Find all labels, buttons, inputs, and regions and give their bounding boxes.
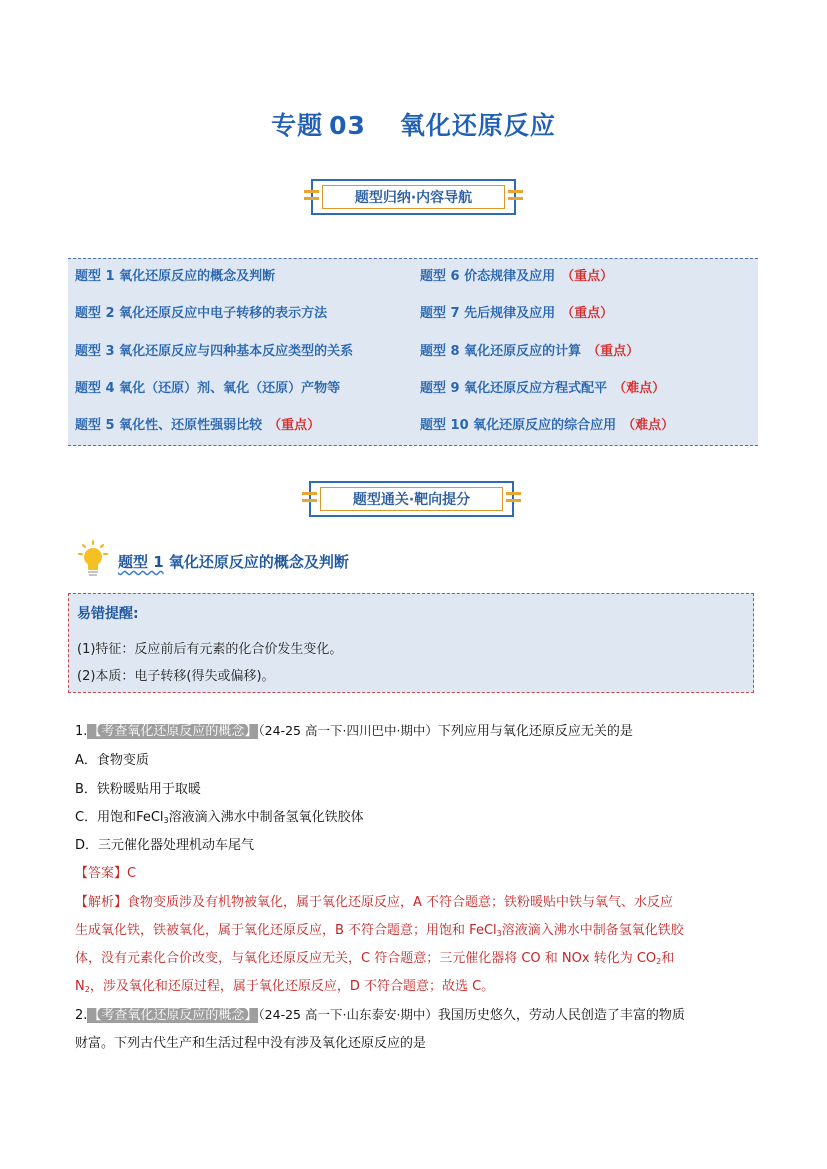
page-title: 专题 03 氧化还原反应 <box>271 111 556 140</box>
option-a[interactable]: A．食物变质 <box>75 753 149 768</box>
question-2-stem-cont: 财富。下列古代生产和生活过程中没有涉及氧化还原反应的是 <box>75 1036 427 1051</box>
analysis-line: $N_2$，涉及氧化和还原过程，属于氧化还原反应，D 不符合题意；故选 C。 <box>75 979 495 994</box>
answer: 【答案】C <box>75 866 137 881</box>
question-2-stem: 2.【考查氧化还原反应的概念】（24-25 高一下·山东泰安·期中）我国历史悠久，劳动人民创造了丰富的物质 <box>75 1007 685 1023</box>
tip-box <box>68 593 754 693</box>
tip-line: (2)本质：电子转移(得失或偏移)。 <box>77 669 275 684</box>
toc-item[interactable]: 题型 7 先后规律及应用 （重点） <box>420 306 614 321</box>
tip-title: 易错提醒: <box>77 606 139 622</box>
analysis-line: 【解析】食物变质涉及有机物被氧化，属于氧化还原反应，A 不符合题意；铁粉暖贴中铁与氧气、水反应 <box>75 895 674 910</box>
toc-item[interactable]: 题型 6 价态规律及应用 （重点） <box>420 269 614 284</box>
toc-panel <box>68 258 758 446</box>
toc-item[interactable]: 题型 2 氧化还原反应中电子转移的表示方法 <box>75 306 328 321</box>
toc-item[interactable]: 题型 5 氧化性、还原性强弱比较 （重点） <box>75 418 321 433</box>
option-c[interactable]: C．用饱和FeCl$_3$溶液滴入沸水中制备氢氧化铁胶体 <box>75 810 364 825</box>
tip-line: (1)特征：反应前后有元素的化合价发生变化。 <box>77 642 343 657</box>
analysis-line: 体，没有元素化合价改变，与氧化还原反应无关，C 符合题意；三元催化器将 CO 和 NOx 转化为 $CO_2$和 <box>75 951 675 966</box>
question-1-stem: 1.【考查氧化还原反应的概念】（24-25 高一下·四川巴中·期中）下列应用与氧化还原反应无关的是 <box>75 723 633 739</box>
toc-item[interactable]: 题型 8 氧化还原反应的计算 （重点） <box>420 344 640 359</box>
toc-item[interactable]: 题型 3 氧化还原反应与四种基本反应类型的关系 <box>75 344 354 359</box>
option-d[interactable]: D．三元催化器处理机动车尾气 <box>75 838 255 853</box>
toc-item[interactable]: 题型 1 氧化还原反应的概念及判断 <box>75 269 276 284</box>
lightbulb-icon <box>78 540 108 578</box>
toc-item[interactable]: 题型 4 氧化（还原）剂、氧化（还原）产物等 <box>75 381 341 396</box>
nav-banner: 题型归纳·内容导航 <box>311 179 516 215</box>
toc-item[interactable]: 题型 9 氧化还原反应方程式配平 （难点） <box>420 381 666 396</box>
option-b[interactable]: B．铁粉暖贴用于取暖 <box>75 782 201 797</box>
analysis-line: 生成氧化铁，铁被氧化，属于氧化还原反应，B 不符合题意；用饱和 FeCl$_3$溶液滴入沸水中制备氢氧化铁胶 <box>75 923 684 938</box>
toc-item[interactable]: 题型 10 氧化还原反应的综合应用 （难点） <box>420 418 675 433</box>
practice-banner: 题型通关·靶向提分 <box>309 481 514 517</box>
